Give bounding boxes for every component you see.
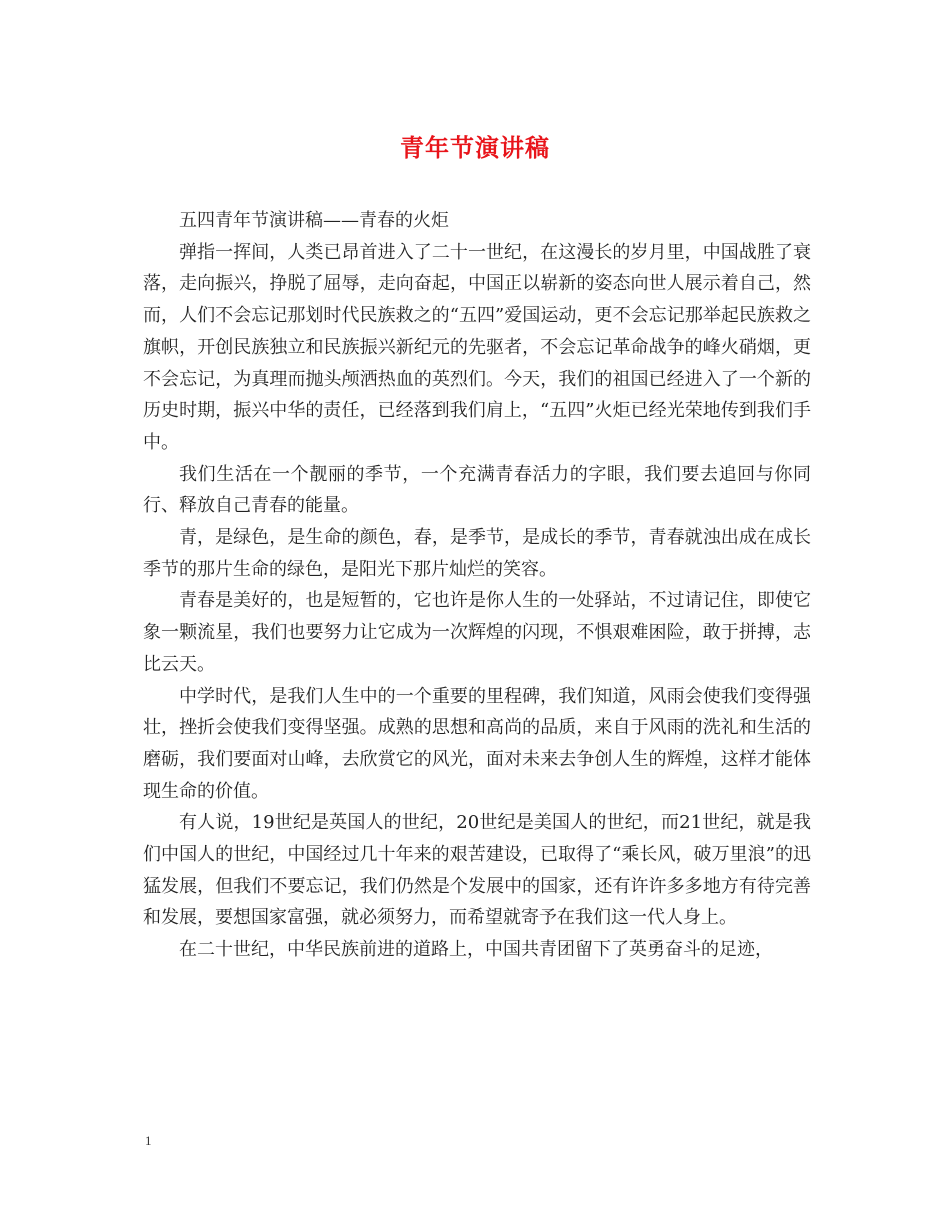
document-body (143, 205, 811, 966)
subtitle-paragraph: 五四青年节演讲稿——青春的火炬 (179, 210, 449, 231)
body-paragraph: 中学时代，是我们人生中的一个重要的里程碑，我们知道，风雨会使我们变得强壮，挫折会使我们变得坚强。成熟的思想和高尚的品质，来自于风雨的洗礼和生活的磨砺，我们要面对山峰，去欣赏它的风光，面对未来去争创人生的辉煌，这样才能体现生命的价值。 (143, 685, 811, 802)
page-number: 1 (145, 1133, 152, 1148)
body-paragraph: 有人说，19世纪是英国人的世纪，20世纪是美国人的世纪，而21世纪，就是我们中国人的世纪，中国经过几十年来的艰苦建设，已取得了“乘长风，破万里浪”的迅猛发展，但我们不要忘记，我们仍然是个发展中的国家，还有许许多多地方有待完善和发展，要想国家富强，就必须努力，而希望就寄予在我们这一代人身上。 (143, 812, 811, 929)
body-paragraph: 弹指一挥间，人类已昂首进入了二十一世纪，在这漫长的岁月里，中国战胜了衰落，走向振兴，挣脱了屈辱，走向奋起，中国正以崭新的姿态向世人展示着自己，然而，人们不会忘记那划时代民族救之的“五四”爱国运动，更不会忘记那举起民族救之旗帜，开创民族独立和民族振兴新纪元的先驱者，不会忘记革命战争的峰火硝烟，更不会忘记，为真理而抛头颅洒热血的英烈们。今天，我们的祖国已经进入了一个新的历史时期，振兴中华的责任，已经落到我们肩上，“五四”火炬已经光荣地传到我们手中。 (143, 241, 811, 453)
body-paragraph: 青，是绿色，是生命的颜色，春，是季节，是成长的季节，青春就浊出成在成长季节的那片生命的绿色，是阳光下那片灿烂的笑容。 (143, 527, 811, 580)
page-title: 青年节演讲稿 (400, 133, 550, 162)
body-paragraph: 我们生活在一个靓丽的季节，一个充满青春活力的字眼，我们要去追回与你同行、释放自己青春的能量。 (143, 463, 811, 517)
body-paragraph: 在二十世纪，中华民族前进的道路上，中国共青团留下了英勇奋斗的足迹， (179, 939, 773, 961)
body-paragraph: 青春是美好的，也是短暂的，它也许是你人生的一处驿站，不过请记住，即使它象一颗流星，我们也要努力让它成为一次辉煌的闪现，不惧艰难困险，敢于拼搏，志比云天。 (143, 590, 811, 675)
